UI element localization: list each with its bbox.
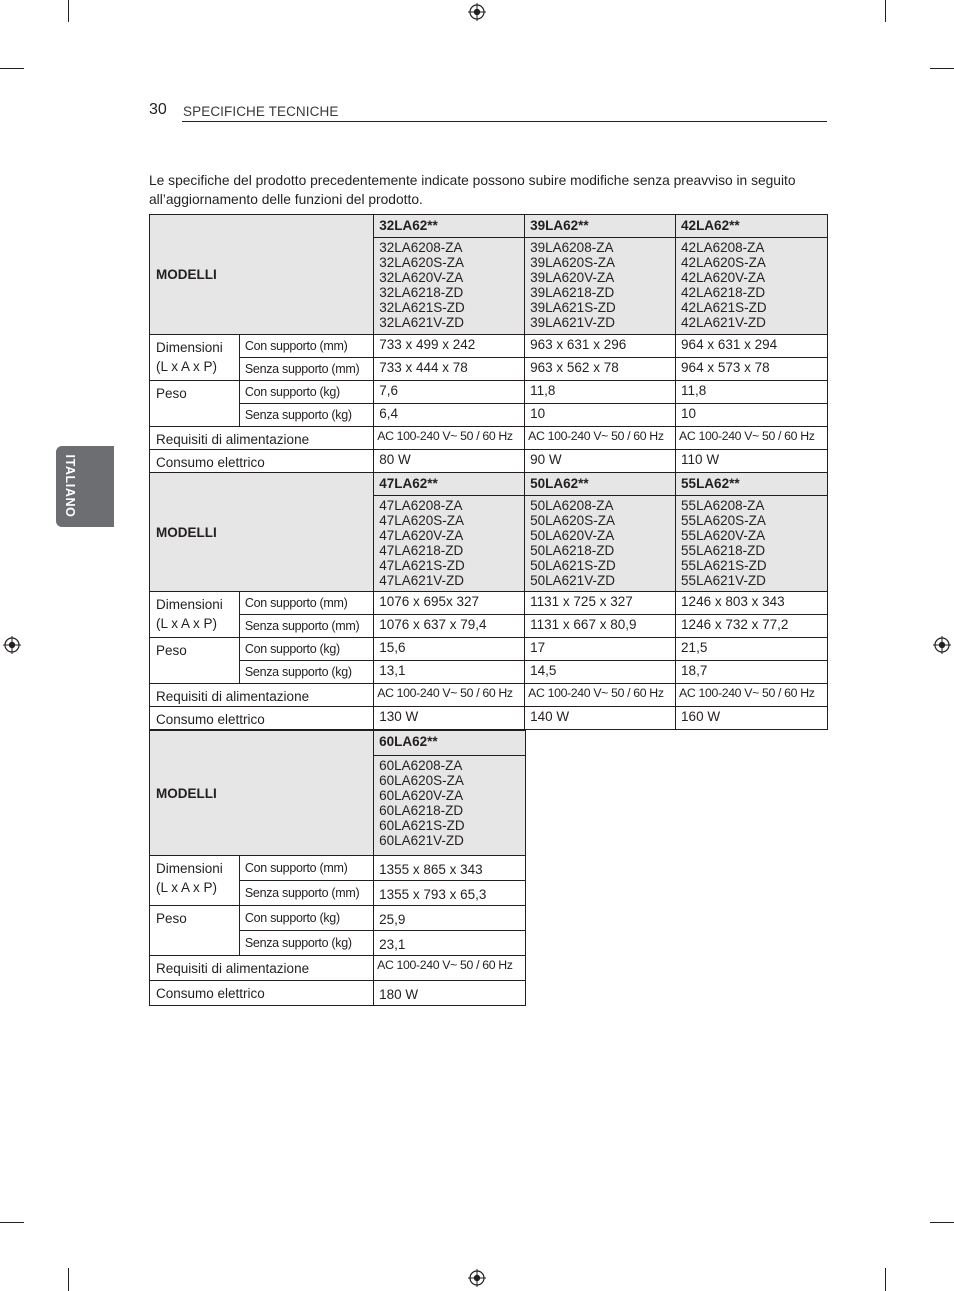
model-code: 39LA621S-ZD (530, 300, 616, 315)
model-code: 32LA6208-ZA (379, 240, 463, 255)
spec-value: 963 x 562 x 78 (525, 358, 676, 381)
model-code: 47LA621S-ZD (379, 558, 465, 573)
model-code: 42LA621V-ZD (681, 315, 766, 330)
spec-value: 18,7 (676, 661, 828, 684)
models-label: MODELLI (150, 731, 374, 856)
weight-label: Peso (150, 381, 240, 427)
with-stand-kg-label: Con supporto (kg) (239, 381, 373, 404)
spec-value: 1131 x 725 x 327 (525, 592, 676, 615)
model-list (525, 238, 676, 335)
model-code: 47LA6208-ZA (379, 498, 463, 513)
spec-value: 964 x 573 x 78 (676, 358, 828, 381)
page-number: 30 (149, 101, 167, 118)
model-code: 42LA620V-ZA (681, 270, 766, 285)
power-consumption-label: Consumo elettrico (150, 450, 374, 473)
model-code: 39LA621V-ZD (530, 315, 615, 330)
spec-value: AC 100-240 V~ 50 / 60 Hz (525, 684, 676, 707)
spec-value: 130 W (374, 707, 525, 730)
model-code: 50LA6218-ZD (530, 543, 615, 558)
model-code: 42LA6208-ZA (681, 240, 765, 255)
spec-value: AC 100-240 V~ 50 / 60 Hz (525, 427, 676, 450)
spec-value: 160 W (676, 707, 828, 730)
power-consumption-label: Consumo elettrico (150, 981, 374, 1006)
language-label: ITALIANO (63, 454, 77, 518)
series-header: 42LA62** (676, 215, 828, 238)
power-requirements-label: Requisiti di alimentazione (150, 684, 374, 707)
model-code: 55LA620V-ZA (681, 528, 766, 543)
spec-value: 1076 x 695x 327 (374, 592, 525, 615)
without-stand-kg-label: Senza supporto (kg) (239, 661, 373, 684)
model-code: 42LA620S-ZA (681, 255, 766, 270)
model-list (676, 238, 828, 335)
model-code: 47LA621V-ZD (379, 573, 465, 588)
language-tab (56, 446, 114, 527)
spec-value: 1131 x 667 x 80,9 (525, 615, 676, 638)
model-code: 50LA621S-ZD (530, 558, 616, 573)
spec-value: 10 (525, 404, 676, 427)
with-stand-kg-label: Con supporto (kg) (239, 906, 373, 931)
spec-value: 90 W (525, 450, 676, 473)
registration-mark-icon (933, 636, 951, 654)
model-code: 50LA621V-ZD (530, 573, 615, 588)
crop-mark (68, 1268, 69, 1291)
spec-value: 25,9 (374, 906, 526, 931)
spec-value: 17 (525, 638, 676, 661)
without-stand-mm-label: Senza supporto (mm) (239, 358, 373, 381)
header-divider (182, 121, 827, 122)
model-code: 50LA6208-ZA (530, 498, 614, 513)
registration-mark-icon (3, 636, 21, 654)
power-consumption-label: Consumo elettrico (150, 707, 374, 730)
series-header: 50LA62** (525, 473, 676, 496)
spec-value: 10 (676, 404, 828, 427)
section-title: SPECIFICHE TECNICHE (183, 104, 339, 119)
model-code: 55LA621V-ZD (681, 573, 766, 588)
with-stand-mm-label: Con supporto (mm) (239, 856, 373, 881)
spec-value: AC 100-240 V~ 50 / 60 Hz (374, 684, 525, 707)
model-code: 60LA6208-ZA (379, 758, 463, 773)
crop-mark (930, 1222, 954, 1223)
model-code: 60LA6218-ZD (379, 803, 464, 818)
spec-value: 11,8 (676, 381, 828, 404)
spec-value: 11,8 (525, 381, 676, 404)
model-code: 42LA6218-ZD (681, 285, 766, 300)
model-list (676, 496, 828, 592)
model-code: 47LA6218-ZD (379, 543, 464, 558)
registration-mark-icon (468, 3, 486, 21)
spec-value: 733 x 444 x 78 (374, 358, 525, 381)
registration-mark-icon (468, 1269, 486, 1287)
dimensions-label: Dimensioni (L x A x P) (150, 856, 240, 906)
without-stand-mm-label: Senza supporto (mm) (239, 881, 373, 906)
crop-mark (0, 68, 24, 69)
without-stand-kg-label: Senza supporto (kg) (239, 404, 373, 427)
model-code: 50LA620S-ZA (530, 513, 615, 528)
model-code: 55LA621S-ZD (681, 558, 767, 573)
without-stand-kg-label: Senza supporto (kg) (239, 931, 373, 956)
model-code: 42LA621S-ZD (681, 300, 767, 315)
spec-table-3 (149, 730, 526, 1006)
model-code: 32LA620V-ZA (379, 270, 464, 285)
spec-value: 1355 x 793 x 65,3 (374, 881, 526, 906)
spec-value: AC 100-240 V~ 50 / 60 Hz (374, 427, 525, 450)
model-code: 39LA620S-ZA (530, 255, 615, 270)
series-header: 55LA62** (676, 473, 828, 496)
model-list (374, 238, 525, 335)
model-list (525, 496, 676, 592)
spec-value: 1355 x 865 x 343 (374, 856, 526, 881)
spec-value: AC 100-240 V~ 50 / 60 Hz (676, 427, 828, 450)
model-code: 55LA6218-ZD (681, 543, 766, 558)
model-code: 39LA6218-ZD (530, 285, 615, 300)
models-label: MODELLI (150, 215, 374, 335)
weight-label: Peso (150, 638, 240, 684)
with-stand-mm-label: Con supporto (mm) (239, 592, 373, 615)
spec-table-2 (149, 472, 828, 730)
model-code: 60LA621V-ZD (379, 833, 464, 848)
power-requirements-label: Requisiti di alimentazione (150, 956, 374, 981)
model-list (374, 756, 526, 856)
crop-mark (885, 0, 886, 22)
crop-mark (885, 1268, 886, 1291)
spec-value: 140 W (525, 707, 676, 730)
spec-value: 110 W (676, 450, 828, 473)
model-code: 55LA620S-ZA (681, 513, 766, 528)
spec-value: 21,5 (676, 638, 828, 661)
model-code: 32LA620S-ZA (379, 255, 465, 270)
without-stand-mm-label: Senza supporto (mm) (239, 615, 373, 638)
spec-value: 733 x 499 x 242 (374, 335, 525, 358)
spec-value: 7,6 (374, 381, 525, 404)
spec-value: 1246 x 803 x 343 (676, 592, 828, 615)
model-list (374, 496, 525, 592)
model-code: 60LA620V-ZA (379, 788, 464, 803)
spec-value: 963 x 631 x 296 (525, 335, 676, 358)
model-code: 39LA6208-ZA (530, 240, 614, 255)
models-label: MODELLI (150, 473, 374, 592)
model-code: 50LA620V-ZA (530, 528, 615, 543)
model-code: 47LA620S-ZA (379, 513, 465, 528)
spec-value: 14,5 (525, 661, 676, 684)
with-stand-kg-label: Con supporto (kg) (239, 638, 373, 661)
model-code: 39LA620V-ZA (530, 270, 615, 285)
model-code: 60LA620S-ZA (379, 773, 464, 788)
spec-value: 6,4 (374, 404, 525, 427)
spec-value: AC 100-240 V~ 50 / 60 Hz (676, 684, 828, 707)
model-code: 32LA6218-ZD (379, 285, 464, 300)
crop-mark (0, 1222, 24, 1223)
series-header: 32LA62** (374, 215, 525, 238)
spec-table-1 (149, 214, 828, 473)
power-requirements-label: Requisiti di alimentazione (150, 427, 374, 450)
crop-mark (68, 0, 69, 22)
dimensions-label: Dimensioni (L x A x P) (150, 335, 240, 381)
spec-value: 15,6 (374, 638, 525, 661)
spec-value: 23,1 (374, 931, 526, 956)
series-header: 60LA62** (374, 731, 526, 756)
crop-mark (930, 68, 954, 69)
model-code: 55LA6208-ZA (681, 498, 765, 513)
model-code: 32LA621S-ZD (379, 300, 465, 315)
spec-value: AC 100-240 V~ 50 / 60 Hz (374, 956, 526, 981)
spec-value: 1246 x 732 x 77,2 (676, 615, 828, 638)
spec-value: 80 W (374, 450, 525, 473)
weight-label: Peso (150, 906, 240, 956)
spec-value: 13,1 (374, 661, 525, 684)
dimensions-label: Dimensioni (L x A x P) (150, 592, 240, 638)
series-header: 39LA62** (525, 215, 676, 238)
series-header: 47LA62** (374, 473, 525, 496)
spec-value: 1076 x 637 x 79,4 (374, 615, 525, 638)
notice-text: Le specifiche del prodotto precedentemente indicate possono subire modifiche senza preavviso in seguito all’aggiornamento delle funzioni del prodotto. (149, 173, 796, 207)
model-code: 32LA621V-ZD (379, 315, 465, 330)
spec-value: 964 x 631 x 294 (676, 335, 828, 358)
with-stand-mm-label: Con supporto (mm) (239, 335, 373, 358)
spec-value: 180 W (374, 981, 526, 1006)
model-code: 60LA621S-ZD (379, 818, 465, 833)
model-code: 47LA620V-ZA (379, 528, 464, 543)
